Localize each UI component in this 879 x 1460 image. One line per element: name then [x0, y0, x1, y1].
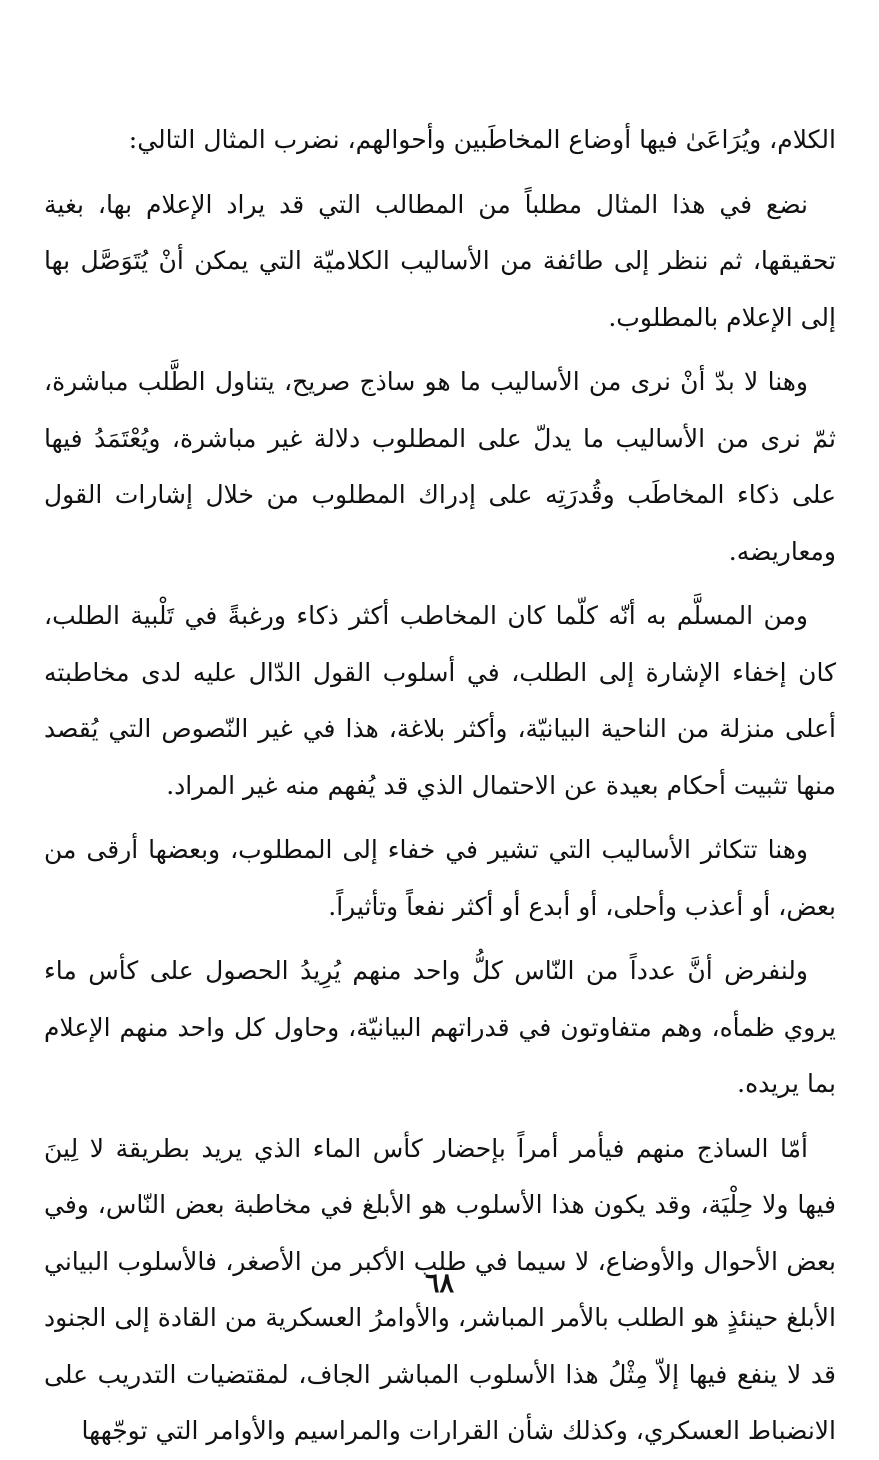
paragraph-1: الكلام، ويُرَاعَىٰ فيها أوضاع المخاطَبين وأحوالهم، نضرب المثال التالي: — [128, 125, 836, 154]
page-number: ٦٨ — [424, 1268, 454, 1299]
paragraph-3: وهنا لا بدّ أنْ نرى من الأساليب ما هو ساذج صريح، يتناول الطَّلب مباشرة، ثمّ نرى من الأساليب ما يدلّ على المطلوب دلالة غير مباشرة، ويُعْتَمَدُ فيها على ذكاء المخاطَب وقُدرَتِه على إدراك المطلوب من خلال إشارات القول ومعاريضه. — [44, 367, 836, 566]
paragraph-6: ولنفرض أنَّ عدداً من النّاس كلُّ واحد منهم يُرِيدُ الحصول على كأس ماء يروي ظمأه، وهم متفاوتون في قدراتهم البيانيّة، وحاول كل واحد منهم الإعلام بما يريده. — [44, 956, 836, 1098]
paragraph-5: وهنا تتكاثر الأساليب التي تشير في خفاء إلى المطلوب، وبعضها أرقى من بعض، أو أعذب وأحلى، أو أبدع أو أكثر نفعاً وتأثيراً. — [44, 835, 836, 921]
paragraph-2: نضع في هذا المثال مطلباً من المطالب التي قد يراد الإعلام بها، بغية تحقيقها، ثم ننظر إلى طائفة من الأساليب الكلاميّة التي يمكن أنْ يُتَوَصَّل بها إلى الإعلام بالمطلوب. — [44, 189, 836, 332]
page-body — [44, 112, 836, 1460]
paragraph-7: أمّا الساذج منهم فيأمر أمراً بإحضار كأس الماء الذي يريد بطريقة لا لِينَ فيها ولا حِلْيَة، وقد يكون هذا الأسلوب هو الأبلغ في مخاطبة بعض النّاس، وفي بعض الأحوال والأوضاع، لا سيما في طلب الأكبر من الأصغر، فالأسلوب البياني الأبلغ حينئذٍ هو الطلب بالأمر المباشر، والأوامرُ العسكرية من القادة إلى الجنود قد لا ينفع فيها إلاّ مِثْلُ هذا الأسلوب المباشر الجاف، لمقتضيات التدريب على الانضباط العسكري، وكذلك شأن القرارات والمراسيم والأوامر التي توجّهها — [44, 1133, 836, 1445]
paragraph-4: ومن المسلَّم به أنّه كلّما كان المخاطب أكثر ذكاء ورغبةً في تَلْبية الطلب، كان إخفاء الإشارة إلى الطلب، في أسلوب القول الدّال عليه لدى مخاطبته أعلى منزلة من الناحية البيانيّة، وأكثر بلاغة، هذا في غير النّصوص التي يُقصد منها تثبيت أحكام بعيدة عن الاحتمال الذي قد يُفهم منه غير المراد. — [44, 601, 836, 800]
